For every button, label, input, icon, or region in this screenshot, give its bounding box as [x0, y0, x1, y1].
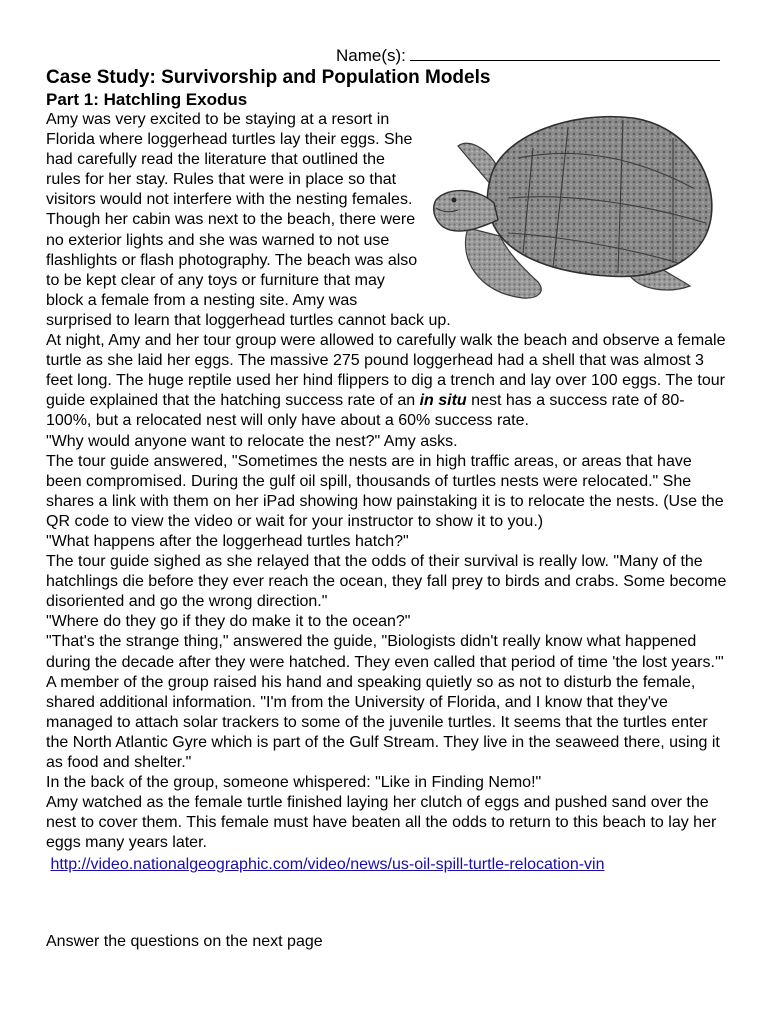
paragraph-guide-answer: The tour guide answered, "Sometimes the nests are in high traffic areas, or areas that have been compromised. During the gulf oil spill, thousands of turtles nests were relocated." She shares a link with them on her iPad showing how painstaking it is to relocate the nests. (Use the QR code to view the video or wait for your instructor to show it to you.)	[46, 452, 724, 530]
case-study-body	[46, 110, 728, 876]
paragraph-question-relocate: "Why would anyone want to relocate the nest?" Amy asks.	[46, 432, 458, 450]
paragraph-question-hatch: "What happens after the loggerhead turtles hatch?"	[46, 532, 409, 550]
paragraph-conclusion: Amy watched as the female turtle finished laying her clutch of eggs and pushed sand over the nest to cover them. This female must have beaten all the odds to return to this beach to lay her eggs many years later.	[46, 794, 717, 852]
page-title: Case Study: Survivorship and Population Models	[46, 67, 491, 88]
name-label: Name(s):	[336, 46, 406, 65]
paragraph-night-walk-a: At night, Amy and her tour group were allowed to carefully walk the beach and observe a female turtle as she laid her eggs. The massive 275 pound loggerhead had a shell that was almost 3 feet long. The huge reptile used her hind flippers to dig a trench and lay over 100 eggs. The tour guide explained that the hatching success rate of an	[46, 332, 726, 410]
paragraph-survival-odds: The tour guide sighed as she relayed that the odds of their survival is really low. "Many of the hatchlings die before they ever reach the ocean, they fall prey to birds and crabs. Some become disoriented and go the wrong direction."	[46, 553, 727, 611]
name-field	[336, 46, 720, 66]
paragraph-intro: Amy was very excited to be staying at a resort in Florida where loggerhead turtles lay their eggs. She had carefully read the literature that outlined the rules for her stay. Rules that were in place so that visitors would not interfere with the nesting females. Though her cabin was next to the beach, there were no exterior lights and she was warned to not use flashlights or flash photography. The beach was also to be kept clear of any toys or furniture that may block a female from a nesting site. Amy was surprised to learn that loggerhead turtles cannot back up.	[46, 111, 451, 329]
part-heading: Part 1: Hatchling Exodus	[46, 90, 248, 109]
name-blank-line[interactable]	[410, 46, 720, 61]
footer-instruction: Answer the questions on the next page	[46, 933, 323, 950]
paragraph-nemo: In the back of the group, someone whispered: "Like in Finding Nemo!"	[46, 774, 542, 792]
in-situ-emphasis: in situ	[419, 392, 467, 410]
paragraph-night-walk-b: nest has a success rate of 80-100%, but a relocated nest will only have about a 60% success rate.	[46, 392, 685, 430]
video-link[interactable]: http://video.nationalgeographic.com/video/news/us-oil-spill-turtle-relocation-vin	[50, 856, 605, 874]
paragraph-university: A member of the group raised his hand and speaking quietly so as not to disturb the female, shared additional information. "I'm from the University of Florida, and I know that they've managed to attach solar trackers to some of the juvenile turtles. It seems that the turtles enter the North Atlantic Gyre which is part of the Gulf Stream. They live in the seaweed there, using it as food and shelter."	[46, 673, 720, 771]
paragraph-question-ocean: "Where do they go if they do make it to the ocean?"	[46, 613, 411, 631]
image-float-spacer	[422, 110, 728, 296]
paragraph-lost-years: "That's the strange thing," answered the guide, "Biologists didn't really know what happened during the decade after they were hatched. They even called that period of time 'the lost years.'"	[46, 633, 724, 671]
paragraph-night-walk	[46, 331, 728, 431]
